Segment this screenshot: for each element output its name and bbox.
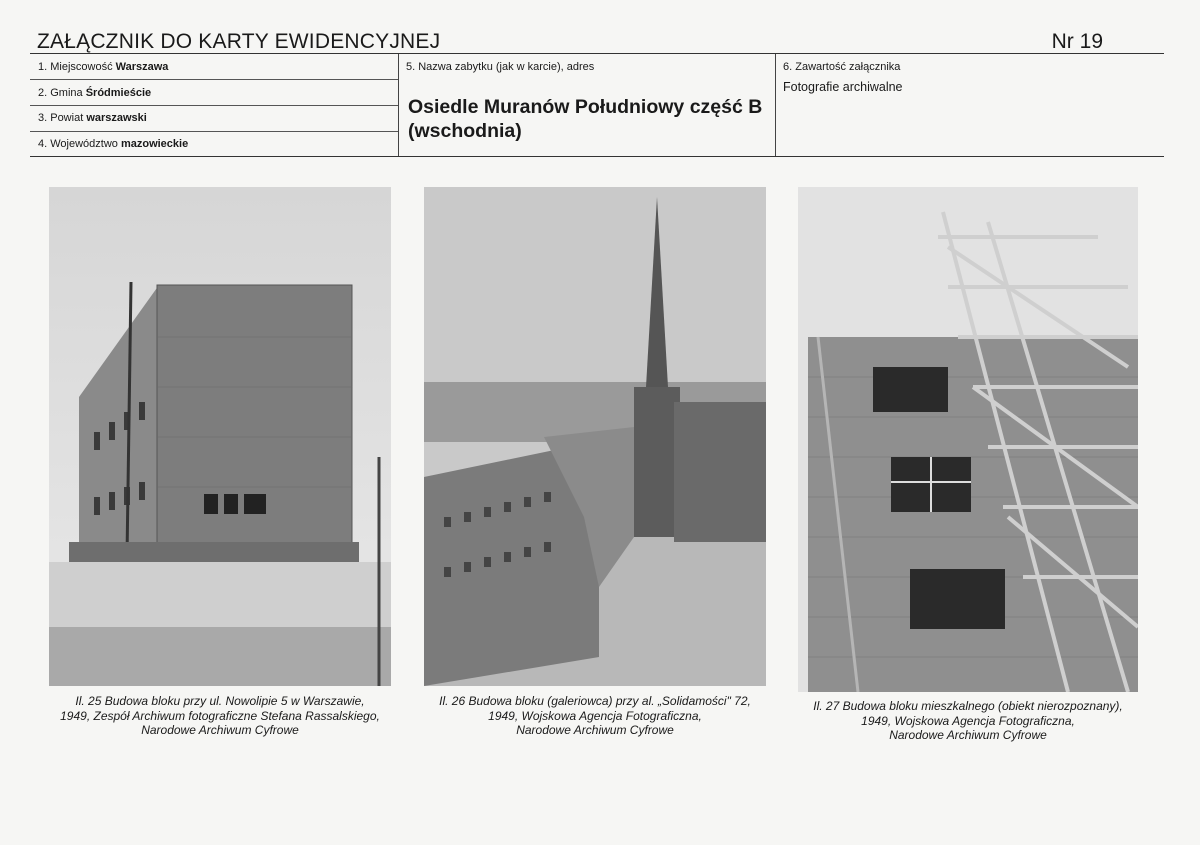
field-commune: 2. Gmina Śródmieście	[38, 87, 152, 99]
photo-2-caption: Il. 26 Budowa bloku (galeriowca) przy al. „Solidamości" 72, 1949, Wojskowa Agencja Fotograficzna, Narodowe Archiwum Cyfrowe	[439, 694, 751, 737]
field-divider	[30, 131, 398, 132]
column-divider-2	[775, 54, 776, 156]
monument-name: Osiedle Muranów Południowy część B (wschodnia)	[408, 96, 763, 142]
photo-3-caption: Il. 27 Budowa bloku mieszkalnego (obiekt nierozpoznany), 1949, Wojskowa Agencja Fotograficzna, Narodowe Archiwum Cyfrowe	[813, 699, 1123, 742]
field-divider	[30, 79, 398, 80]
contents-value: Fotografie archiwalne	[783, 80, 903, 94]
header-rule-bottom	[30, 156, 1164, 157]
field-divider	[30, 105, 398, 106]
contents-label: 6. Zawartość załącznika	[783, 61, 901, 73]
header-rule-top	[30, 53, 1164, 54]
photo-1-caption: Il. 25 Budowa bloku przy ul. Nowolipie 5 w Warszawie, 1949, Zespół Archiwum fotograficzne Stefana Rassalskiego, Narodowe Archiwum Cyfrowe	[60, 694, 380, 737]
field-locality: 1. Miejscowość Warszawa	[38, 61, 169, 73]
page-title: ZAŁĄCZNIK DO KARTY EWIDENCYJNEJ	[37, 30, 441, 53]
column-divider-1	[398, 54, 399, 156]
archival-photo-2	[424, 187, 766, 686]
field-voivodeship: 4. Województwo mazowieckie	[38, 138, 189, 150]
archival-photo-1	[49, 187, 391, 686]
field-county: 3. Powiat warszawski	[38, 112, 147, 124]
monument-label: 5. Nazwa zabytku (jak w karcie), adres	[406, 61, 595, 73]
attachment-number: Nr 19	[1051, 30, 1103, 53]
archival-photo-3	[798, 187, 1138, 692]
